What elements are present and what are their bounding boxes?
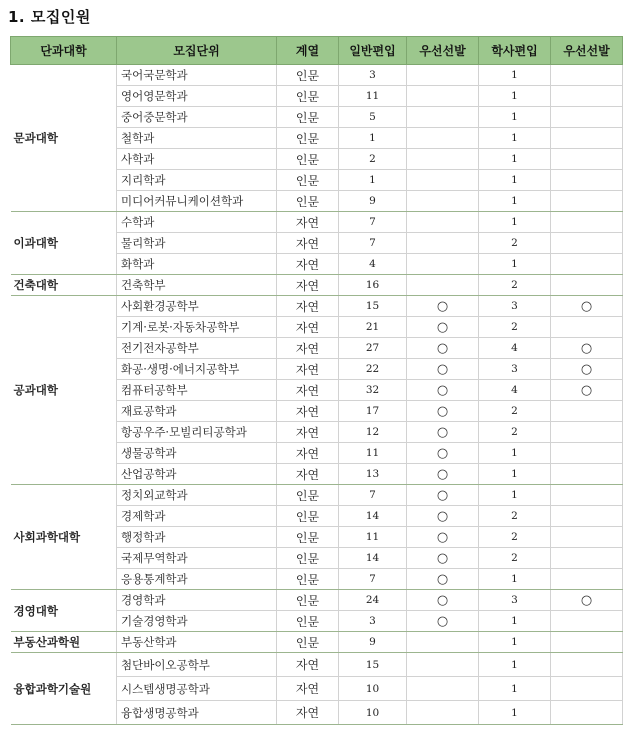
priority-2-cell: [551, 485, 623, 506]
priority-2-cell: [551, 233, 623, 254]
unit-cell: 첨단바이오공학부: [117, 653, 277, 677]
bachelor-transfer-cell: 1: [479, 128, 551, 149]
priority-2-cell: [551, 569, 623, 590]
unit-cell: 화공·생명·에너지공학부: [117, 359, 277, 380]
priority-1-cell: ○: [407, 422, 479, 443]
category-cell: 인문: [277, 191, 339, 212]
category-cell: 인문: [277, 590, 339, 611]
priority-2-cell: [551, 107, 623, 128]
category-cell: 인문: [277, 485, 339, 506]
bachelor-transfer-cell: 3: [479, 590, 551, 611]
general-transfer-cell: 11: [339, 86, 407, 107]
table-header-row: [11, 37, 623, 65]
priority-1-cell: [407, 233, 479, 254]
category-cell: 자연: [277, 296, 339, 317]
general-transfer-cell: 7: [339, 233, 407, 254]
priority-1-cell: [407, 701, 479, 725]
general-transfer-cell: 10: [339, 701, 407, 725]
priority-1-cell: ○: [407, 443, 479, 464]
table-row: [11, 485, 623, 506]
general-transfer-cell: 1: [339, 128, 407, 149]
general-transfer-cell: 3: [339, 611, 407, 632]
category-cell: 자연: [277, 701, 339, 725]
unit-cell: 철학과: [117, 128, 277, 149]
priority-1-cell: [407, 107, 479, 128]
priority-2-cell: ○: [551, 296, 623, 317]
college-cell: 문과대학: [11, 65, 117, 212]
priority-1-cell: ○: [407, 485, 479, 506]
bachelor-transfer-cell: 2: [479, 422, 551, 443]
priority-1-cell: ○: [407, 338, 479, 359]
priority-2-cell: ○: [551, 359, 623, 380]
priority-2-cell: ○: [551, 338, 623, 359]
priority-1-cell: ○: [407, 569, 479, 590]
priority-1-cell: [407, 677, 479, 701]
general-transfer-cell: 32: [339, 380, 407, 401]
category-cell: 인문: [277, 65, 339, 86]
priority-1-cell: [407, 128, 479, 149]
priority-1-cell: [407, 149, 479, 170]
category-cell: 자연: [277, 275, 339, 296]
priority-2-cell: [551, 548, 623, 569]
priority-1-cell: ○: [407, 401, 479, 422]
unit-cell: 항공우주·모빌리티공학과: [117, 422, 277, 443]
general-transfer-cell: 3: [339, 65, 407, 86]
category-cell: 인문: [277, 170, 339, 191]
bachelor-transfer-cell: 2: [479, 233, 551, 254]
priority-2-cell: [551, 275, 623, 296]
bachelor-transfer-cell: 1: [479, 170, 551, 191]
priority-2-cell: [551, 149, 623, 170]
priority-1-cell: ○: [407, 296, 479, 317]
table-row: [11, 65, 623, 86]
general-transfer-cell: 14: [339, 548, 407, 569]
general-transfer-cell: 17: [339, 401, 407, 422]
unit-cell: 화학과: [117, 254, 277, 275]
priority-2-cell: [551, 422, 623, 443]
general-transfer-cell: 12: [339, 422, 407, 443]
unit-cell: 기계·로봇·자동차공학부: [117, 317, 277, 338]
general-transfer-cell: 7: [339, 569, 407, 590]
general-transfer-cell: 7: [339, 485, 407, 506]
unit-cell: 영어영문학과: [117, 86, 277, 107]
category-cell: 인문: [277, 506, 339, 527]
priority-2-cell: [551, 65, 623, 86]
general-transfer-cell: 9: [339, 632, 407, 653]
unit-cell: 기술경영학과: [117, 611, 277, 632]
category-cell: 인문: [277, 611, 339, 632]
recruitment-table: [10, 36, 623, 725]
general-transfer-cell: 15: [339, 296, 407, 317]
category-cell: 인문: [277, 86, 339, 107]
unit-cell: 미디어커뮤니케이션학과: [117, 191, 277, 212]
priority-2-cell: [551, 527, 623, 548]
priority-2-cell: [551, 611, 623, 632]
bachelor-transfer-cell: 1: [479, 632, 551, 653]
bachelor-transfer-cell: 1: [479, 443, 551, 464]
general-transfer-cell: 15: [339, 653, 407, 677]
priority-1-cell: ○: [407, 527, 479, 548]
priority-2-cell: [551, 128, 623, 149]
bachelor-transfer-cell: 1: [479, 485, 551, 506]
bachelor-transfer-cell: 1: [479, 254, 551, 275]
unit-cell: 재료공학과: [117, 401, 277, 422]
unit-cell: 중어중문학과: [117, 107, 277, 128]
priority-1-cell: ○: [407, 359, 479, 380]
general-transfer-cell: 11: [339, 443, 407, 464]
college-cell: 공과대학: [11, 296, 117, 485]
category-cell: 자연: [277, 380, 339, 401]
general-transfer-cell: 14: [339, 506, 407, 527]
bachelor-transfer-cell: 2: [479, 506, 551, 527]
unit-cell: 경제학과: [117, 506, 277, 527]
unit-cell: 물리학과: [117, 233, 277, 254]
priority-1-cell: ○: [407, 611, 479, 632]
priority-2-cell: ○: [551, 590, 623, 611]
bachelor-transfer-cell: 2: [479, 317, 551, 338]
unit-cell: 정치외교학과: [117, 485, 277, 506]
unit-cell: 시스템생명공학과: [117, 677, 277, 701]
priority-2-cell: [551, 443, 623, 464]
general-transfer-cell: 9: [339, 191, 407, 212]
bachelor-transfer-cell: 1: [479, 149, 551, 170]
priority-1-cell: [407, 170, 479, 191]
bachelor-transfer-cell: 2: [479, 275, 551, 296]
bachelor-transfer-cell: 1: [479, 191, 551, 212]
bachelor-transfer-cell: 3: [479, 296, 551, 317]
unit-cell: 전기전자공학부: [117, 338, 277, 359]
category-cell: 자연: [277, 677, 339, 701]
page-title: 1. 모집인원: [8, 8, 91, 26]
general-transfer-cell: 24: [339, 590, 407, 611]
unit-cell: 지리학과: [117, 170, 277, 191]
table-row: [11, 275, 623, 296]
unit-cell: 부동산학과: [117, 632, 277, 653]
bachelor-transfer-cell: 1: [479, 569, 551, 590]
college-cell: 건축대학: [11, 275, 117, 296]
priority-1-cell: ○: [407, 548, 479, 569]
category-cell: 인문: [277, 149, 339, 170]
general-transfer-cell: 10: [339, 677, 407, 701]
general-transfer-cell: 27: [339, 338, 407, 359]
table-row: [11, 296, 623, 317]
category-cell: 자연: [277, 422, 339, 443]
priority-2-cell: [551, 701, 623, 725]
priority-1-cell: ○: [407, 464, 479, 485]
priority-1-cell: [407, 275, 479, 296]
bachelor-transfer-cell: 1: [479, 65, 551, 86]
general-transfer-cell: 1: [339, 170, 407, 191]
category-cell: 자연: [277, 653, 339, 677]
header-priority-1: 우선선발: [407, 37, 479, 65]
header-unit: 모집단위: [117, 37, 277, 65]
unit-cell: 생물공학과: [117, 443, 277, 464]
general-transfer-cell: 21: [339, 317, 407, 338]
priority-2-cell: [551, 506, 623, 527]
table-row: [11, 632, 623, 653]
general-transfer-cell: 5: [339, 107, 407, 128]
priority-1-cell: ○: [407, 317, 479, 338]
priority-1-cell: ○: [407, 590, 479, 611]
table-row: [11, 212, 623, 233]
priority-2-cell: [551, 86, 623, 107]
priority-1-cell: [407, 653, 479, 677]
general-transfer-cell: 4: [339, 254, 407, 275]
priority-1-cell: [407, 65, 479, 86]
priority-1-cell: [407, 254, 479, 275]
general-transfer-cell: 11: [339, 527, 407, 548]
general-transfer-cell: 2: [339, 149, 407, 170]
bachelor-transfer-cell: 1: [479, 107, 551, 128]
bachelor-transfer-cell: 3: [479, 359, 551, 380]
general-transfer-cell: 7: [339, 212, 407, 233]
category-cell: 자연: [277, 464, 339, 485]
category-cell: 자연: [277, 443, 339, 464]
table-row: [11, 590, 623, 611]
bachelor-transfer-cell: 1: [479, 464, 551, 485]
unit-cell: 컴퓨터공학부: [117, 380, 277, 401]
bachelor-transfer-cell: 4: [479, 338, 551, 359]
header-category: 계열: [277, 37, 339, 65]
priority-1-cell: ○: [407, 380, 479, 401]
priority-2-cell: [551, 653, 623, 677]
unit-cell: 수학과: [117, 212, 277, 233]
unit-cell: 행정학과: [117, 527, 277, 548]
priority-1-cell: [407, 212, 479, 233]
college-cell: 경영대학: [11, 590, 117, 632]
category-cell: 자연: [277, 254, 339, 275]
priority-2-cell: [551, 677, 623, 701]
category-cell: 인문: [277, 632, 339, 653]
priority-2-cell: ○: [551, 380, 623, 401]
college-cell: 사회과학대학: [11, 485, 117, 590]
unit-cell: 응용통계학과: [117, 569, 277, 590]
category-cell: 인문: [277, 569, 339, 590]
header-college: 단과대학: [11, 37, 117, 65]
header-bachelor-transfer: 학사편입: [479, 37, 551, 65]
bachelor-transfer-cell: 2: [479, 527, 551, 548]
category-cell: 자연: [277, 401, 339, 422]
bachelor-transfer-cell: 1: [479, 611, 551, 632]
unit-cell: 국어국문학과: [117, 65, 277, 86]
header-general-transfer: 일반편입: [339, 37, 407, 65]
priority-1-cell: [407, 632, 479, 653]
bachelor-transfer-cell: 1: [479, 212, 551, 233]
category-cell: 인문: [277, 128, 339, 149]
unit-cell: 경영학과: [117, 590, 277, 611]
category-cell: 자연: [277, 317, 339, 338]
college-cell: 융합과학기술원: [11, 653, 117, 725]
priority-2-cell: [551, 212, 623, 233]
bachelor-transfer-cell: 1: [479, 677, 551, 701]
bachelor-transfer-cell: 1: [479, 86, 551, 107]
college-cell: 부동산과학원: [11, 632, 117, 653]
general-transfer-cell: 22: [339, 359, 407, 380]
general-transfer-cell: 13: [339, 464, 407, 485]
priority-2-cell: [551, 401, 623, 422]
category-cell: 인문: [277, 107, 339, 128]
college-cell: 이과대학: [11, 212, 117, 275]
priority-2-cell: [551, 254, 623, 275]
unit-cell: 산업공학과: [117, 464, 277, 485]
priority-1-cell: [407, 86, 479, 107]
priority-2-cell: [551, 632, 623, 653]
bachelor-transfer-cell: 2: [479, 401, 551, 422]
category-cell: 자연: [277, 212, 339, 233]
unit-cell: 사회환경공학부: [117, 296, 277, 317]
unit-cell: 융합생명공학과: [117, 701, 277, 725]
unit-cell: 건축학부: [117, 275, 277, 296]
unit-cell: 국제무역학과: [117, 548, 277, 569]
category-cell: 인문: [277, 527, 339, 548]
priority-2-cell: [551, 170, 623, 191]
general-transfer-cell: 16: [339, 275, 407, 296]
priority-1-cell: [407, 191, 479, 212]
bachelor-transfer-cell: 1: [479, 653, 551, 677]
priority-1-cell: ○: [407, 506, 479, 527]
priority-2-cell: [551, 191, 623, 212]
bachelor-transfer-cell: 4: [479, 380, 551, 401]
category-cell: 자연: [277, 338, 339, 359]
header-priority-2: 우선선발: [551, 37, 623, 65]
unit-cell: 사학과: [117, 149, 277, 170]
category-cell: 자연: [277, 233, 339, 254]
category-cell: 인문: [277, 548, 339, 569]
table-row: [11, 653, 623, 677]
bachelor-transfer-cell: 2: [479, 548, 551, 569]
category-cell: 자연: [277, 359, 339, 380]
priority-2-cell: [551, 464, 623, 485]
priority-2-cell: [551, 317, 623, 338]
bachelor-transfer-cell: 1: [479, 701, 551, 725]
